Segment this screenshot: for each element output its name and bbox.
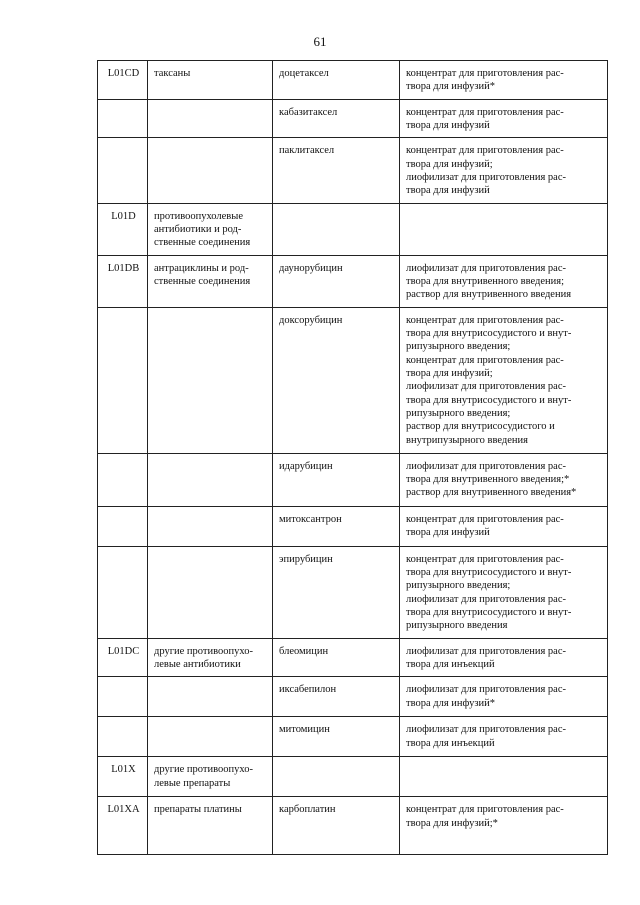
atc-code-cell: L01DC xyxy=(98,638,148,677)
dosage-form-line: концентрат для приготовления рас- xyxy=(406,553,564,565)
dosage-form-line: лиофилизат для приготовления рас- xyxy=(406,724,567,736)
drug-name-cell: эпирубицин xyxy=(273,546,400,638)
dosage-form-line: концентрат для приготовления рас- xyxy=(406,314,564,326)
dosage-form-line: твора для инфузий; xyxy=(406,158,493,170)
drug-name-cell xyxy=(273,203,400,255)
atc-group-cell: другие противоопухо-левые антибиотики xyxy=(148,638,273,677)
atc-code-cell xyxy=(98,546,148,638)
atc-group-cell: другие противоопухо-левые препараты xyxy=(148,757,273,797)
atc-code-cell xyxy=(98,453,148,506)
table-row xyxy=(98,453,608,506)
dosage-form-cell xyxy=(400,255,608,307)
drug-name-cell: идарубицин xyxy=(273,453,400,506)
dosage-form-line: твора для инъекций xyxy=(406,658,495,670)
table-row xyxy=(98,797,608,855)
dosage-form-line: раствор для внутрисосудистого и xyxy=(406,421,555,433)
dosage-form-line: лиофилизат для приготовления рас- xyxy=(406,381,567,393)
dosage-form-line: твора для внутривенного введения; xyxy=(406,275,565,287)
dosage-form-line: лиофилизат для приготовления рас- xyxy=(406,460,567,472)
dosage-form-line: твора для внутривенного введения;* xyxy=(406,473,570,485)
dosage-form-line: твора для инфузий; xyxy=(406,367,493,379)
dosage-form-line: лиофилизат для приготовления рас- xyxy=(406,593,567,605)
dosage-form-line: концентрат для приготовления рас- xyxy=(406,513,564,525)
atc-group-cell: препараты платины xyxy=(148,797,273,855)
table-row xyxy=(98,255,608,307)
dosage-form-line: твора для внутрисосудистого и внут- xyxy=(406,327,572,339)
atc-code-cell: L01XA xyxy=(98,797,148,855)
dosage-form-line: твора для инфузий;* xyxy=(406,817,498,829)
atc-group-cell xyxy=(148,677,273,717)
dosage-form-line: твора для инъекций xyxy=(406,737,495,749)
drug-table-body xyxy=(98,61,608,855)
table-row xyxy=(98,203,608,255)
atc-code-cell xyxy=(98,138,148,203)
dosage-form-line: концентрат для приготовления рас- xyxy=(406,354,564,366)
dosage-form-cell xyxy=(400,99,608,138)
drug-name-cell: иксабепилон xyxy=(273,677,400,717)
dosage-form-line: концентрат для приготовления рас- xyxy=(406,145,564,157)
dosage-form-cell xyxy=(400,453,608,506)
dosage-form-line: раствор для внутривенного введения* xyxy=(406,487,577,499)
drug-name-cell: карбоплатин xyxy=(273,797,400,855)
dosage-form-cell xyxy=(400,61,608,100)
atc-group-cell xyxy=(148,307,273,453)
dosage-form-line: лиофилизат для приготовления рас- xyxy=(406,645,567,657)
dosage-form-line: концентрат для приготовления рас- xyxy=(406,804,564,816)
dosage-form-line: лиофилизат для приготовления рас- xyxy=(406,684,567,696)
atc-group-cell xyxy=(148,138,273,203)
atc-group-cell: антрациклины и род-ственные соединения xyxy=(148,255,273,307)
table-row xyxy=(98,717,608,757)
table-row xyxy=(98,61,608,100)
dosage-form-line: концентрат для приготовления рас- xyxy=(406,68,564,79)
drug-name-cell: даунорубицин xyxy=(273,255,400,307)
dosage-form-cell xyxy=(400,717,608,757)
atc-code-cell: L01DB xyxy=(98,255,148,307)
table-row xyxy=(98,99,608,138)
dosage-form-line: внутрипузырного введения xyxy=(406,434,528,446)
dosage-form-line: рипузырного введения; xyxy=(406,407,511,419)
dosage-form-cell xyxy=(400,506,608,546)
dosage-form-line: твора для инфузий xyxy=(406,185,490,197)
atc-group-cell: противоопухолевые антибиотики и род-ственные соединения xyxy=(148,203,273,255)
drug-name-cell: доцетаксел xyxy=(273,61,400,100)
dosage-form-cell xyxy=(400,677,608,717)
drug-name-cell: паклитаксел xyxy=(273,138,400,203)
dosage-form-cell xyxy=(400,797,608,855)
dosage-form-cell xyxy=(400,757,608,797)
atc-code-cell xyxy=(98,506,148,546)
dosage-form-line: твора для внутрисосудистого и внут- xyxy=(406,606,572,618)
atc-code-cell: L01CD xyxy=(98,61,148,100)
atc-group-cell xyxy=(148,99,273,138)
table-row xyxy=(98,506,608,546)
table-row xyxy=(98,307,608,453)
dosage-form-cell xyxy=(400,203,608,255)
atc-group-cell xyxy=(148,506,273,546)
atc-code-cell xyxy=(98,717,148,757)
atc-group-cell xyxy=(148,546,273,638)
dosage-form-line: раствор для внутривенного введения xyxy=(406,289,572,301)
dosage-form-line: твора для инфузий xyxy=(406,119,490,131)
page-number: 61 xyxy=(313,34,327,49)
table-row xyxy=(98,638,608,677)
dosage-form-line: лиофилизат для приготовления рас- xyxy=(406,171,567,183)
dosage-form-line: твора для инфузий xyxy=(406,526,490,538)
dosage-form-line: рипузырного введения; xyxy=(406,580,511,592)
atc-group-cell: таксаны xyxy=(148,61,273,100)
atc-code-cell xyxy=(98,307,148,453)
drug-name-cell: блеомицин xyxy=(273,638,400,677)
table-row xyxy=(98,546,608,638)
drug-table xyxy=(97,60,608,855)
dosage-form-cell xyxy=(400,307,608,453)
dosage-form-line: лиофилизат для приготовления рас- xyxy=(406,262,567,274)
atc-code-cell: L01D xyxy=(98,203,148,255)
dosage-form-cell xyxy=(400,638,608,677)
dosage-form-line: рипузырного введения xyxy=(406,620,508,632)
drug-name-cell: кабазитаксел xyxy=(273,99,400,138)
drug-name-cell xyxy=(273,757,400,797)
dosage-form-line: рипузырного введения; xyxy=(406,341,511,353)
dosage-form-line: твора для внутрисосудистого и внут- xyxy=(406,394,572,406)
drug-name-cell: доксорубицин xyxy=(273,307,400,453)
table-row xyxy=(98,138,608,203)
atc-group-cell xyxy=(148,453,273,506)
drug-name-cell: митомицин xyxy=(273,717,400,757)
atc-code-cell xyxy=(98,99,148,138)
dosage-form-line: концентрат для приготовления рас- xyxy=(406,106,564,118)
dosage-form-cell xyxy=(400,546,608,638)
atc-code-cell: L01X xyxy=(98,757,148,797)
atc-code-cell xyxy=(98,677,148,717)
dosage-form-line: твора для инфузий* xyxy=(406,697,495,709)
dosage-form-cell xyxy=(400,138,608,203)
atc-group-cell xyxy=(148,717,273,757)
table-row xyxy=(98,677,608,717)
table-row xyxy=(98,757,608,797)
dosage-form-line: твора для внутрисосудистого и внут- xyxy=(406,566,572,578)
dosage-form-line: твора для инфузий* xyxy=(406,81,495,93)
drug-name-cell: митоксантрон xyxy=(273,506,400,546)
